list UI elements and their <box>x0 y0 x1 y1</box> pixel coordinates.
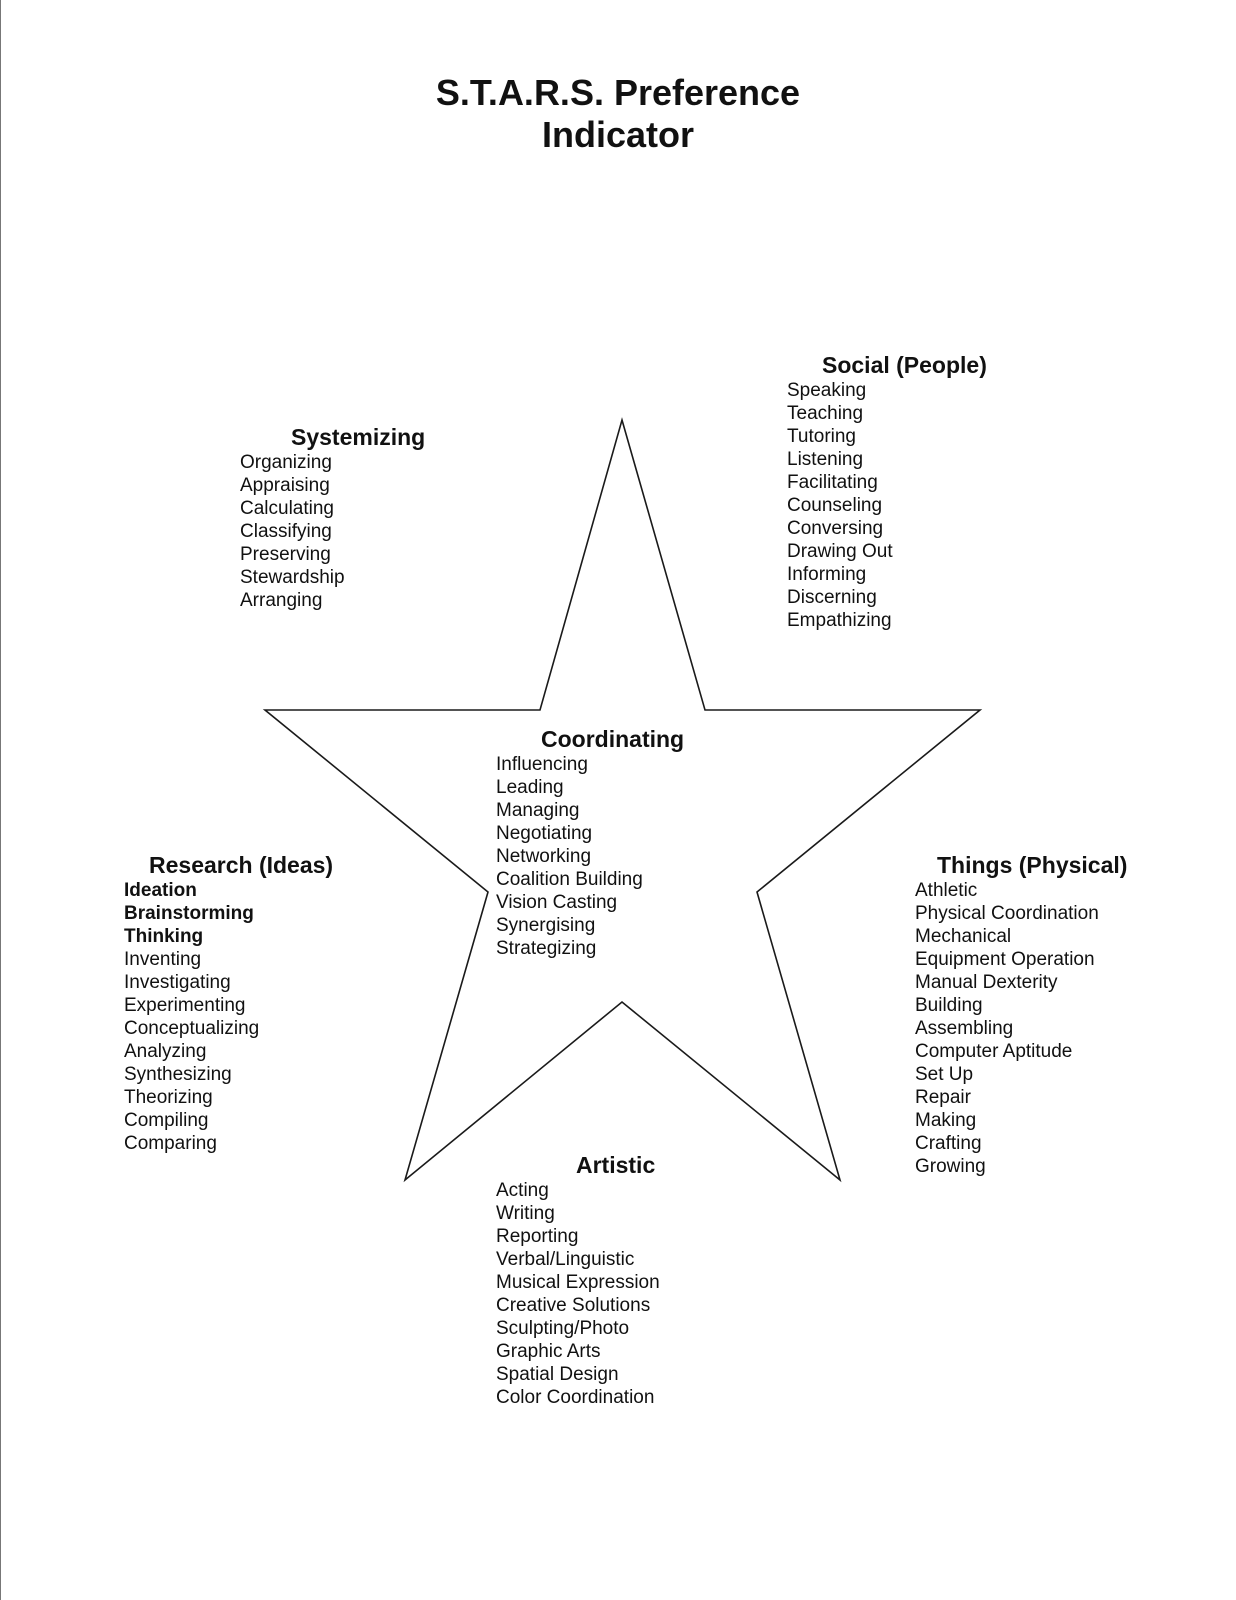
list-item: Athletic <box>915 880 978 901</box>
list-item: Mechanical <box>915 926 1012 947</box>
item-list <box>787 379 987 632</box>
list-item: Making <box>915 1110 977 1131</box>
list-item: Calculating <box>240 498 334 519</box>
list-item: Managing <box>496 800 580 821</box>
list-item: Conceptualizing <box>124 1018 260 1039</box>
list-item: Crafting <box>915 1133 982 1154</box>
group-artistic <box>496 1151 660 1409</box>
group-systemizing <box>240 423 425 612</box>
list-item: Musical Expression <box>496 1272 660 1293</box>
list-item: Strategizing <box>496 938 597 959</box>
list-item: Spatial Design <box>496 1364 619 1385</box>
item-list <box>496 753 684 960</box>
list-item: Facilitating <box>787 472 878 493</box>
list-item: Negotiating <box>496 823 593 844</box>
list-item: Computer Aptitude <box>915 1041 1073 1062</box>
group-heading: Artistic <box>576 1152 656 1178</box>
list-item: Manual Dexterity <box>915 972 1058 993</box>
list-item: Influencing <box>496 754 588 775</box>
group-heading: Research (Ideas) <box>149 852 334 878</box>
list-item: Graphic Arts <box>496 1341 601 1362</box>
list-item: Coalition Building <box>496 869 643 890</box>
list-item: Conversing <box>787 518 884 539</box>
list-item: Counseling <box>787 495 883 516</box>
list-item: Color Coordination <box>496 1387 655 1408</box>
list-item: Creative Solutions <box>496 1295 651 1316</box>
group-social <box>787 351 987 632</box>
list-item: Classifying <box>240 521 332 542</box>
list-item: Repair <box>915 1087 971 1108</box>
group-heading: Things (Physical) <box>937 852 1128 878</box>
list-item: Physical Coordination <box>915 903 1099 924</box>
list-item: Growing <box>915 1156 986 1177</box>
list-item: Organizing <box>240 452 332 473</box>
list-item: Ideation <box>124 880 197 901</box>
title-line-1: S.T.A.R.S. Preference <box>435 72 801 113</box>
item-list <box>124 879 333 1155</box>
list-item: Theorizing <box>124 1087 213 1108</box>
group-things <box>915 851 1127 1178</box>
list-item: Comparing <box>124 1133 217 1154</box>
group-heading: Coordinating <box>541 726 685 752</box>
item-list <box>496 1179 660 1409</box>
list-item: Empathizing <box>787 610 892 631</box>
list-item: Networking <box>496 846 592 867</box>
group-heading: Social (People) <box>822 352 987 378</box>
list-item: Vision Casting <box>496 892 618 913</box>
list-item: Sculpting/Photo <box>496 1318 630 1339</box>
list-item: Speaking <box>787 380 867 401</box>
list-item: Preserving <box>240 544 331 565</box>
list-item: Assembling <box>915 1018 1014 1039</box>
list-item: Compiling <box>124 1110 209 1131</box>
group-research <box>124 851 333 1155</box>
item-list <box>915 879 1127 1178</box>
list-item: Reporting <box>496 1226 579 1247</box>
list-item: Acting <box>496 1180 549 1201</box>
list-item: Synergising <box>496 915 596 936</box>
list-item: Leading <box>496 777 564 798</box>
list-item: Experimenting <box>124 995 246 1016</box>
list-item: Appraising <box>240 475 330 496</box>
list-item: Discerning <box>787 587 877 608</box>
title-line-2: Indicator <box>541 114 694 155</box>
list-item: Synthesizing <box>124 1064 232 1085</box>
list-item: Stewardship <box>240 567 345 588</box>
list-item: Arranging <box>240 590 323 611</box>
list-item: Informing <box>787 564 867 585</box>
item-list <box>240 451 425 612</box>
list-item: Investigating <box>124 972 231 993</box>
group-coordinating <box>496 725 684 960</box>
list-item: Teaching <box>787 403 864 424</box>
list-item: Building <box>915 995 983 1016</box>
list-item: Equipment Operation <box>915 949 1095 970</box>
list-item: Brainstorming <box>124 903 254 924</box>
list-item: Verbal/Linguistic <box>496 1249 635 1270</box>
group-heading: Systemizing <box>291 424 426 450</box>
list-item: Set Up <box>915 1064 974 1085</box>
list-item: Writing <box>496 1203 555 1224</box>
list-item: Analyzing <box>124 1041 207 1062</box>
list-item: Inventing <box>124 949 202 970</box>
list-item: Tutoring <box>787 426 856 447</box>
list-item: Drawing Out <box>787 541 893 562</box>
list-item: Listening <box>787 449 864 470</box>
list-item: Thinking <box>124 926 204 947</box>
